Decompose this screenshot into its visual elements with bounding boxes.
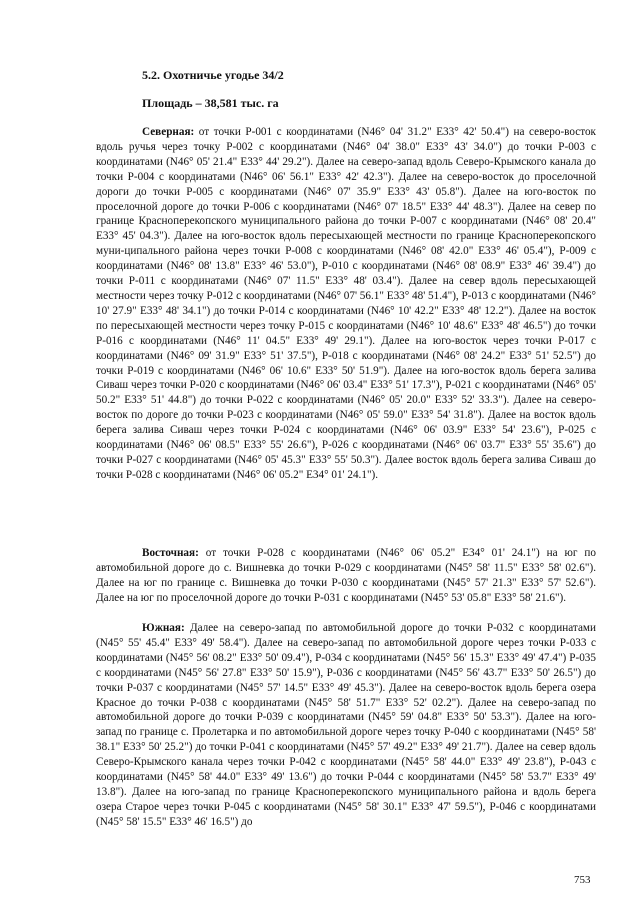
south-boundary-label: Южная: <box>142 622 185 634</box>
north-boundary-text: от точки Р-001 с координатами (N46° 04' 31.2" E33° 42' 50.4") на северо-восток вдоль ручья через точку Р-002 с координатами (N46° 04' 38.0" E33° 43' 34.0") до точки Р-003 с координатами (N46° 05' 21.4" E33° 44' 29.2"). Далее на северо-запад вдоль Северо-Крымского канала до точки Р-004 с координатами (N46° 06' 56.1" E33° 42' 42.3"). Далее на северо-восток до проселочной дороги до точки Р-005 с координатами (N46° 07' 35.9" E33° 43' 05.8"). Далее на юго-восток по проселочной дороге до точки Р-006 с координатами (N46° 07' 18.5" E33° 44' 48.3"). Далее на север по границе Красноперекопского муниципального района до точки Р-007 с координатами (N46° 08' 20.4" E33° 45' 04.3"). Далее на юго-восток вдоль пересыхающей местности по границе Красноперекопского муни-ципального района через точки Р-008 с координатами (N46° 08' 42.0" E33° 46' 05.4"), Р-009 с координатами (N46° 08' 13.8" E33° 46' 53.0"), Р-010 с координатами (N46° 08' 08.9" E33° 46' 39.4") до точки Р-011 с координатами (N46° 07' 11.5" E33° 48' 03.4"). Далее на север вдоль пересыхающей местности через точку Р-012 с координатами (N46° 07' 56.1" E33° 48' 51.4"), Р-013 с координатами (N46° 10' 27.9" E33° 48' 34.1") до точки Р-014 с координатами (N46° 10' 42.2" E33° 48' 12.2"). Далее на восток по пересыхающей местности через точку Р-015 с координатами (N46° 10' 48.6" E33° 48' 46.5") до точки Р-016 с координатами (N46° 11' 04.5" E33° 49' 29.1"). Далее на юго-восток через точки Р-017 с координатами (N46° 09' 31.9" E33° 51' 37.5"), Р-018 с координатами (N46° 08' 24.2" E33° 51' 52.5") до точки Р-019 с координатами (N46° 06' 10.6" E33° 50' 51.9"). Далее на юго-восток вдоль берега залива Сиваш через точки Р-020 с координатами (N46° 06' 03.4" E33° 51' 17.3"), Р-021 с координатами (N46° 05' 50.2" E33° 51' 44.8") до точки Р-022 с координатами (N46° 05' 20.0" E33° 52' 33.3"). Далее на северо-восток по дороге до точки Р-023 с координатами (N46° 05' 59.0" E33° 54' 31.8"). Далее на восток вдоль берега залива Сиваш через точки Р-024 с координатами (N46° 06' 03.9" E33° 54' 23.6"), Р-025 с координатами (N46° 06' 08.5" E33° 55' 26.6"), Р-026 с координатами (N46° 06' 03.7" E33° 55' 35.6") до точки Р-027 с координатами (N46° 05' 45.3" E33° 55' 50.3"). Далее восток вдоль берега залива Сиваш до точки Р-028 с координатами (N46° 06' 05.2" E34° 01' 24.1"). <box>96 126 596 481</box>
east-boundary-paragraph <box>96 546 596 606</box>
south-boundary-paragraph <box>96 621 596 830</box>
north-boundary-paragraph <box>96 125 596 483</box>
north-boundary-label: Северная: <box>142 126 195 138</box>
east-boundary-text: от точки Р-028 с координатами (N46° 06' 05.2" E34° 01' 24.1") на юг по автомобильной дороге до с. Вишневка до точки Р-029 с координатами (N45° 58' 11.5" E33° 58' 02.6"). Далее на юг по границе с. Вишневка до точки Р-030 с координатами (N45° 57' 21.3" E33° 57' 52.6"). Далее на юг по проселочной дороге до точки Р-031 с координатами (N45° 53' 05.8" E33° 58' 21.6"). <box>96 547 596 604</box>
south-boundary-text: Далее на северо-запад по автомобильной дороге до точки Р-032 с координатами (N45° 55' 45.4" E33° 49' 58.4"). Далее на северо-запад по автомобильной дороге через точки Р-033 с координатами (N45° 56' 08.2" E33° 50' 09.4"), Р-034 с координатами (N45° 56' 15.3" E33° 49' 47.4") Р-035 с координатами (N45° 56' 27.8" E33° 50' 15.9"), Р-036 с координатами (N45° 56' 43.7" E33° 50' 26.5") до точки Р-037 с координатами (N45° 57' 14.5" E33° 49' 45.3"). Далее на северо-восток вдоль берега озера Красное до точки Р-038 с координатами (N45° 58' 51.7" E33° 52' 02.2"). Далее на северо-запад по автомобильной дороге до точки Р-039 с координатами (N45° 59' 04.8" E33° 50' 53.3"). Далее на юго-запад по границе с. Пролетарка и по автомобильной дороге через точку Р-040 с координатами (N45° 58' 38.1" E33° 50' 25.2") до точки Р-041 с координатами (N45° 57' 49.2" E33° 49' 21.7"). Далее на север вдоль Северо-Крымского канала через точки Р-042 с координатами (N45° 58' 44.0" E33° 49' 23.8"), Р-043 с координатами (N45° 58' 44.0" E33° 49' 13.6") до точки Р-044 с координатами (N45° 58' 53.7" E33° 49' 13.8"). Далее на юго-запад по границе Красноперекопского муниципального района и вдоль берега озера Старое через точки Р-045 с координатами (N45° 58' 30.1" E33° 47' 59.5"), Р-046 с координатами (N45° 58' 15.5" E33° 46' 16.5") до <box>96 622 596 828</box>
section-title: 5.2. Охотничье угодье 34/2 <box>142 68 284 82</box>
east-boundary-label: Восточная: <box>142 547 199 559</box>
page-number: 753 <box>574 874 591 886</box>
area-heading: Площадь – 38,581 тыс. га <box>142 96 279 110</box>
